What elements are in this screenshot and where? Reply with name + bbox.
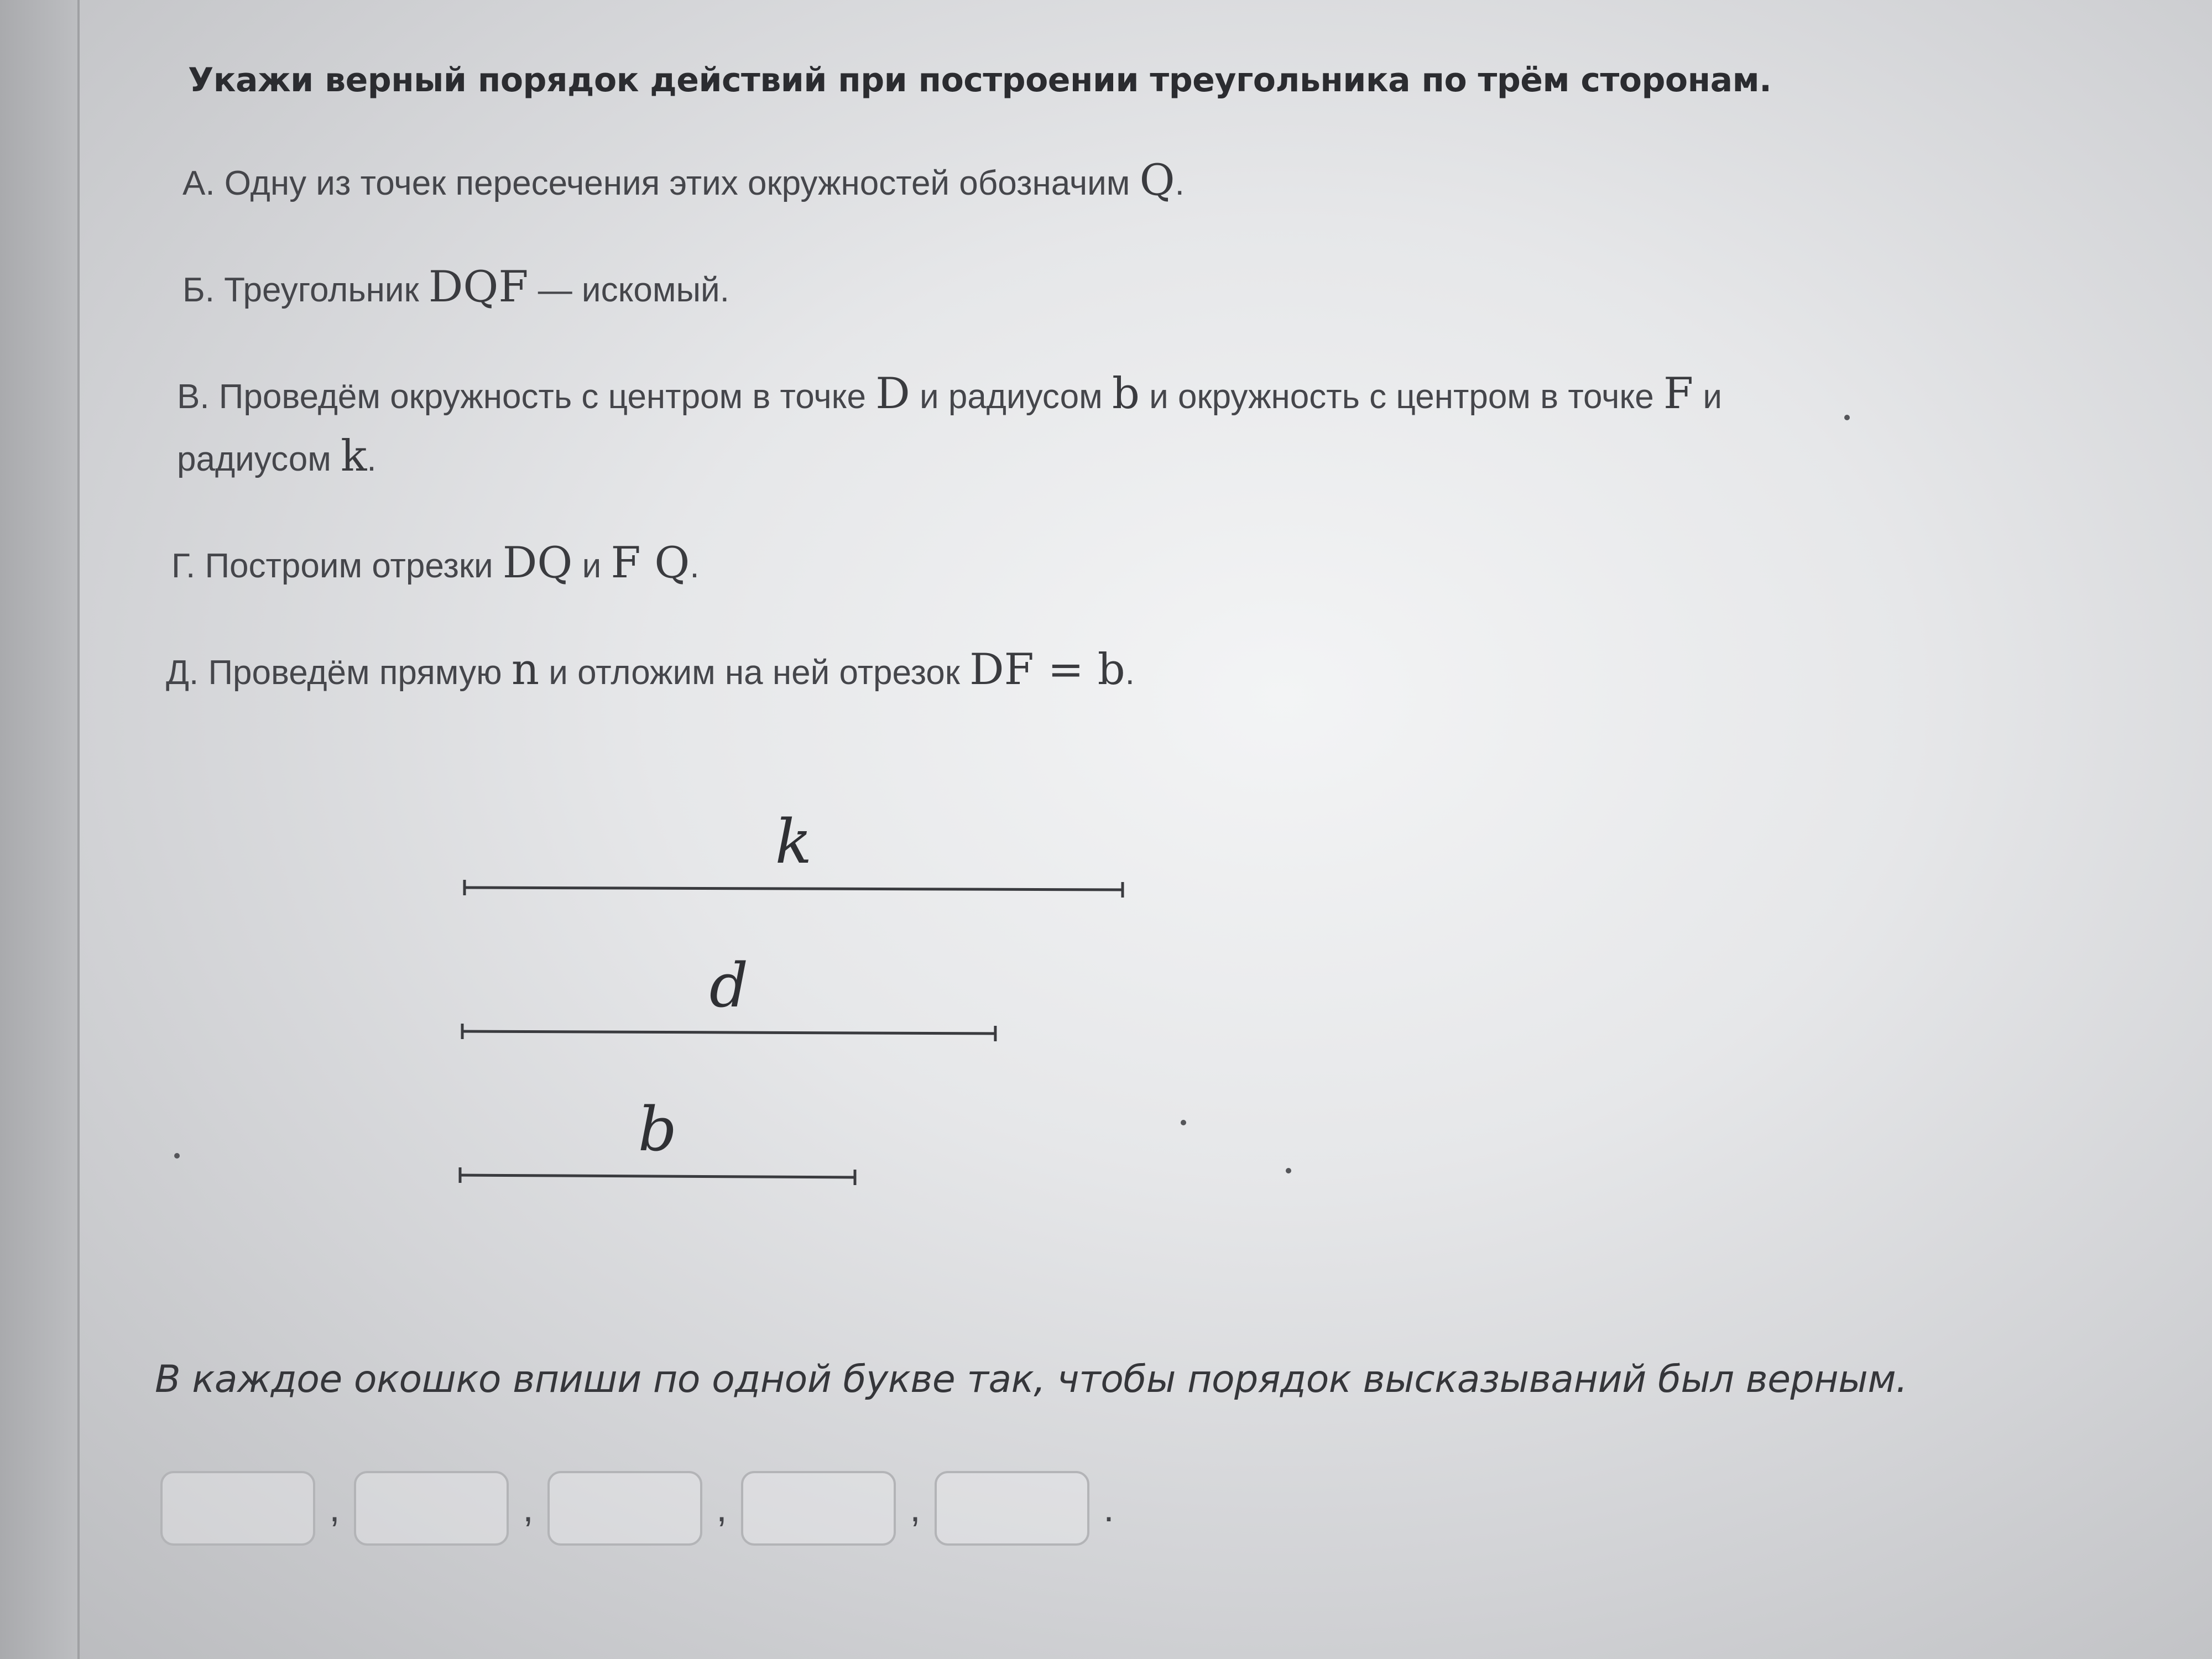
statement-text: .	[367, 440, 377, 479]
segment-label-b: b	[638, 1094, 677, 1165]
statement-text: и отложим на ней отрезок	[539, 654, 970, 692]
question-title: Укажи верный порядок действий при построении треугольника по трём сторонам.	[188, 61, 1772, 100]
math-expression: F Q	[611, 538, 690, 588]
math-expression: DF = b	[969, 645, 1125, 695]
answer-box-2[interactable]	[354, 1471, 509, 1546]
math-expression: b	[1112, 369, 1140, 419]
statement-text: — искомый.	[528, 271, 729, 310]
math-expression: DQF	[428, 262, 529, 312]
answer-separator: ,	[716, 1486, 727, 1530]
instruction-text: В каждое окошко впиши по одной букве так, чтобы порядок высказываний был верным.	[155, 1358, 1908, 1401]
statement-d	[166, 639, 1853, 701]
answer-box-1[interactable]	[160, 1471, 315, 1546]
statement-text: и окружность с центром в точке	[1139, 378, 1663, 416]
left-panel-edge	[0, 0, 80, 1659]
statement-g	[171, 532, 1858, 594]
answer-box-4[interactable]	[741, 1471, 896, 1546]
math-expression: k	[341, 431, 367, 482]
screen-speck	[1181, 1120, 1186, 1125]
answer-separator: ,	[523, 1486, 534, 1530]
statement-text: В. Проведём окружность с центром в точке	[177, 378, 876, 416]
answer-box-3[interactable]	[547, 1471, 702, 1546]
statement-text: .	[690, 547, 700, 586]
statement-text: Д. Проведём прямую	[166, 654, 512, 692]
statement-text: и	[572, 547, 611, 586]
statement-v	[177, 363, 1864, 488]
statement-text: Г. Построим отрезки	[171, 547, 503, 586]
statement-b	[182, 256, 1869, 319]
screen-speck	[1286, 1168, 1291, 1173]
segment-label-d: d	[709, 950, 749, 1021]
statement-text: и радиусом	[177, 378, 1722, 479]
answer-box-5[interactable]	[935, 1471, 1089, 1546]
math-expression: DQ	[502, 538, 573, 588]
task-content	[166, 61, 1996, 746]
statement-text: и радиусом	[910, 378, 1112, 416]
math-expression: n	[511, 645, 540, 695]
statement-text: А. Одну из точек пересечения этих окружностей обозначим	[182, 164, 1140, 202]
screen-speck	[174, 1153, 180, 1159]
statement-a	[182, 149, 1869, 212]
answer-row	[160, 1471, 1128, 1546]
answer-separator: ,	[329, 1486, 340, 1530]
math-expression: F	[1663, 369, 1694, 419]
answer-separator: .	[1103, 1486, 1114, 1530]
statement-text: Б. Треугольник	[182, 271, 429, 310]
screen-speck	[1844, 415, 1850, 420]
statement-text: .	[1175, 164, 1185, 202]
answer-separator: ,	[910, 1486, 921, 1530]
math-expression: D	[875, 369, 910, 419]
math-expression: Q	[1139, 155, 1175, 205]
statement-text: .	[1125, 654, 1135, 692]
segment-label-k: k	[775, 806, 812, 877]
